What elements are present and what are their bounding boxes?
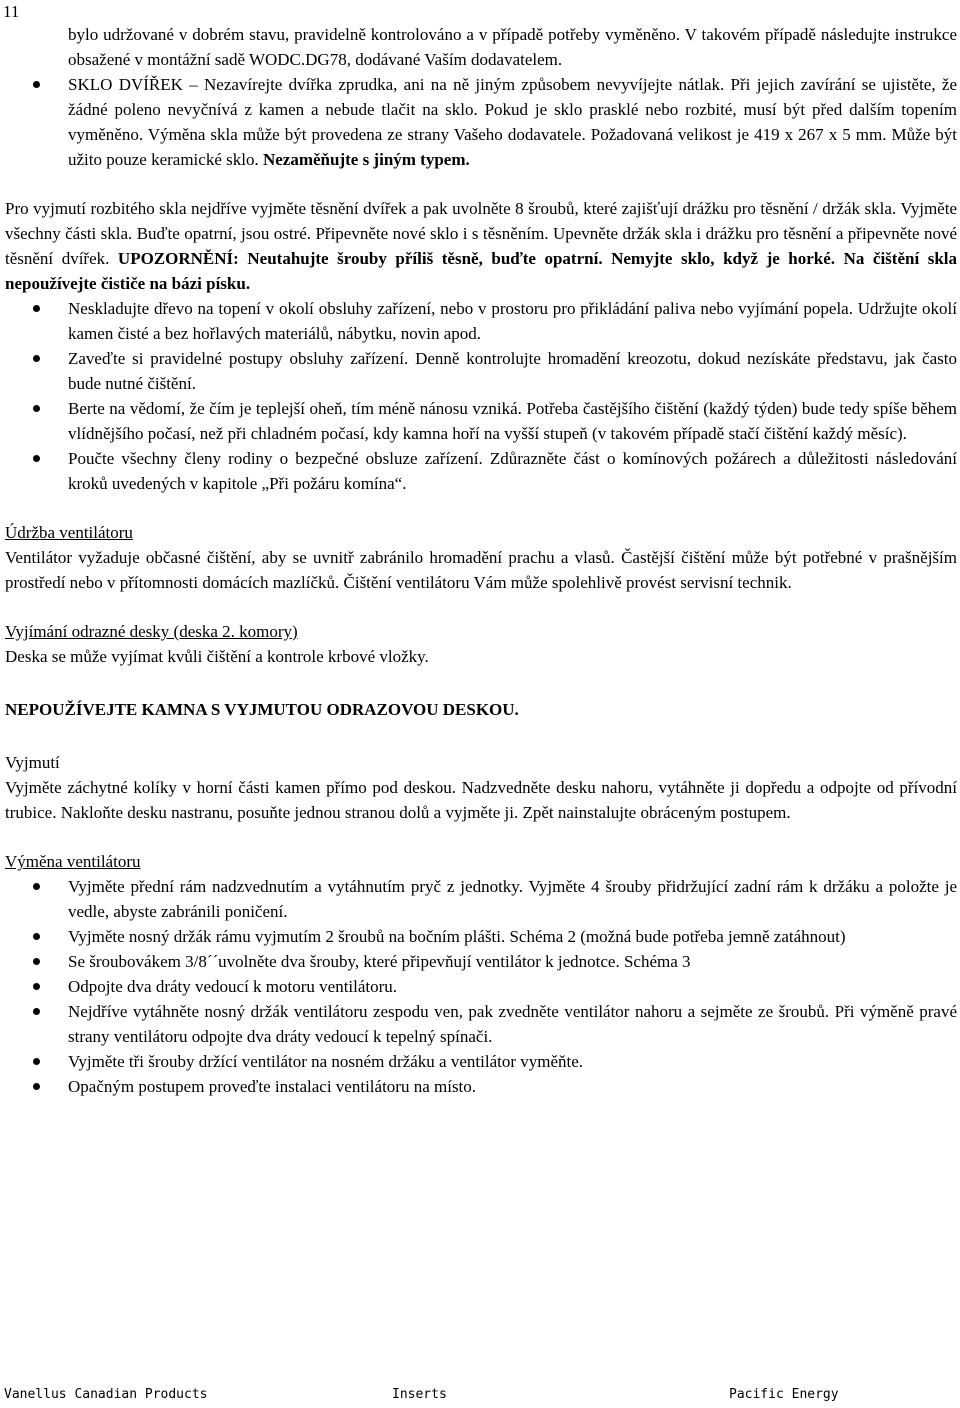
removal-heading: Vyjmutí xyxy=(5,753,60,772)
baffle-text: Deska se může vyjímat kvůli čištění a kontrole krbové vložky. xyxy=(5,647,429,666)
list-item-text: SKLO DVÍŘEK – Nezavírejte dvířka zprudka, ani na ně jiným způsobem nevyvíjejte nátlak. Při jejich zavírání se ujistěte, že žádné poleno nevyčnívá z kamen a nebude tlačit na sklo. Pokud je sklo prasklé nebo rozbité, musí být před dalším topením vyměněno. Výměna skla může být provedena ze strany Vašeho dodavatele. Požadovaná velikost je 419 x 267 x 5 mm. Může být užito pouze keramické sklo. xyxy=(68,75,957,169)
removal-text: Vyjměte záchytné kolíky v horní části kamen přímo pod deskou. Nadzvedněte desku nahoru, vytáhněte ji dopředu a odpojte od přívodní trubice. Nakloňte desku nastranu, posuňte jednou stranou dolů a vyjměte ji. Zpět nainstalujte obráceným postupem. xyxy=(5,778,957,822)
fan-replacement-steps xyxy=(5,874,957,1099)
baffle-warning: NEPOUŽÍVEJTE KAMNA S VYJMUTOU ODRAZOVOU DESKOU. xyxy=(5,700,519,719)
baffle-heading: Vyjímání odrazné desky (deska 2. komory) xyxy=(5,622,298,641)
fan-maintenance-text: Ventilátor vyžaduje občasné čištění, aby se uvnitř zabránilo hromadění prachu a vlasů. Častější čištění může být potřebné v prašnějším prostředí nebo v přítomnosti domácích mazlíčků. Čištění ventilátoru Vám může spolehlivě provést servisní technik. xyxy=(5,548,957,592)
list-item: Se šroubovákem 3/8´´uvolněte dva šrouby, které připevňují ventilátor k jednotce. Schéma 3 xyxy=(68,949,957,974)
list-item-door-glass xyxy=(68,72,957,172)
list-item: Vyjměte tři šrouby držící ventilátor na nosném držáku a ventilátor vyměňte. xyxy=(68,1049,957,1074)
glass-paragraph xyxy=(5,196,957,296)
fan-replacement-heading: Výměna ventilátoru xyxy=(5,852,141,871)
list-item: Vyjměte nosný držák rámu vyjmutím 2 šroubů na bočním plášti. Schéma 2 (možná bude potřeba jemně zatáhnout) xyxy=(68,924,957,949)
bold-warning: Nezaměňujte s jiným typem. xyxy=(262,150,470,169)
footer-left: Vanellus Canadian Products xyxy=(4,1387,208,1402)
document-body xyxy=(5,22,957,1099)
page-number: 11 xyxy=(3,2,20,21)
care-list xyxy=(5,296,957,496)
glass-paragraph-text: Pro vyjmutí rozbitého skla nejdříve vyjměte těsnění dvířek a pak uvolněte 8 šroubů, které zajišťují drážku pro těsnění / držák skla. Vyjměte všechny části skla. Buďte opatrní, jsou ostré. Připevněte nové sklo i s těsněním. Upevněte držák skla i drážku pro těsnění a připevněte nové těsnění dvířek. xyxy=(5,199,957,268)
list-item: Opačným postupem proveďte instalaci ventilátoru na místo. xyxy=(68,1074,957,1099)
page-footer xyxy=(0,1387,960,1407)
intro-list xyxy=(5,22,957,172)
list-item: Odpojte dva dráty vedoucí k motoru ventilátoru. xyxy=(68,974,957,999)
list-item: Neskladujte dřevo na topení v okolí obsluhy zařízení, nebo v prostoru pro přikládání paliva nebo vyjímání popela. Udržujte okolí kamen čisté a bez hořlavých materiálů, nábytku, novin apod. xyxy=(68,296,957,346)
warning-text: Neutahujte šrouby příliš těsně, buďte opatrní. Nemyjte sklo, když je horké. Na čištění skla nepoužívejte čističe na bázi písku. xyxy=(5,249,958,293)
list-item: bylo udržované v dobrém stavu, pravidelně kontrolováno a v případě potřeby vyměněno. V takovém případě následujte instrukce obsažené v montážní sadě WODC.DG78, dodávané Vaším dodavatelem. xyxy=(68,25,957,69)
list-item: Zaveďte si pravidelné postupy obsluhy zařízení. Denně kontrolujte hromadění kreozotu, dokud nezískáte představu, jak často bude nutné čištění. xyxy=(68,346,957,396)
footer-right: Pacific Energy xyxy=(729,1387,839,1402)
footer-center: Inserts xyxy=(392,1387,447,1402)
warning-label: UPOZORNĚNÍ: xyxy=(117,249,239,268)
list-item: Poučte všechny členy rodiny o bezpečné obsluze zařízení. Zdůrazněte část o komínových požárech a důležitosti následování kroků uvedených v kapitole „Při požáru komína“. xyxy=(68,446,957,496)
fan-maintenance-heading: Údržba ventilátoru xyxy=(5,523,133,542)
list-item: Berte na vědomí, že čím je teplejší oheň, tím méně nánosu vzniká. Potřeba častějšího čištění (každý týden) bude tedy spíše během vlídnějšího počasí, než při chladném počasí, kdy kamna hoří na vyšší stupeň (v takovém případě stačí čištění každý měsíc). xyxy=(68,396,957,446)
list-item: Vyjměte přední rám nadzvednutím a vytáhnutím pryč z jednotky. Vyjměte 4 šrouby přidržující zadní rám k držáku a položte je vedle, abyste zabránili poničení. xyxy=(68,874,957,924)
list-item: Nejdříve vytáhněte nosný držák ventilátoru zespodu ven, pak zvedněte ventilátor nahoru a sejměte ze šroubů. Při výměně pravé strany ventilátoru odpojte dva dráty vedoucí k tepelný spínači. xyxy=(68,999,957,1049)
